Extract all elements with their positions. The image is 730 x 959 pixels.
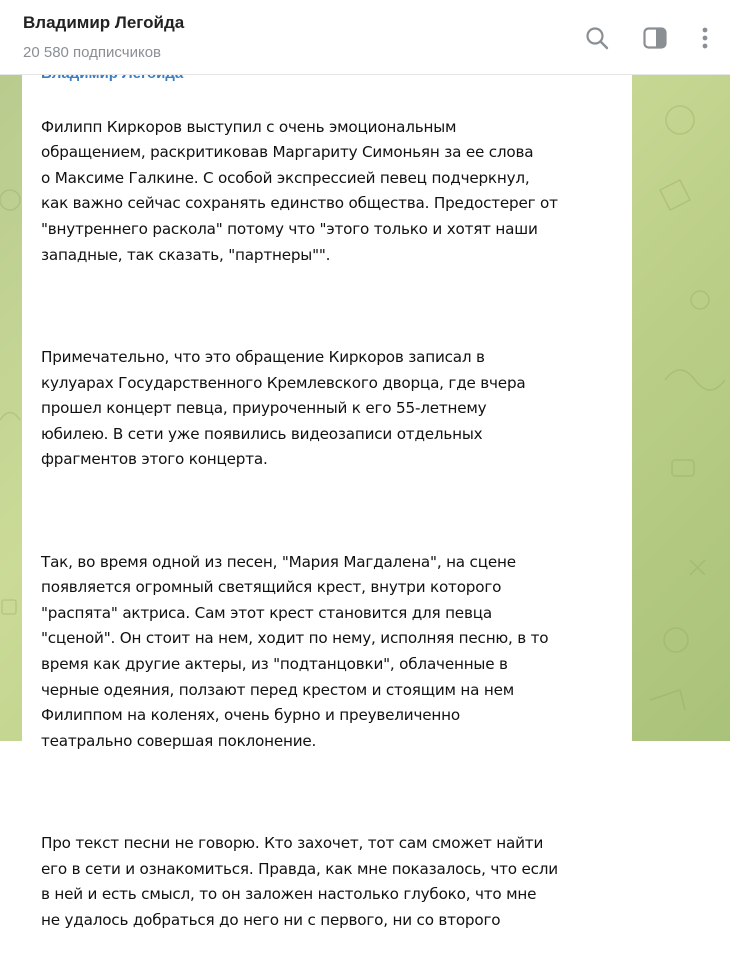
search-icon — [584, 25, 610, 51]
message-paragraph: Филипп Киркоров выступил с очень эмоциональным обращением, раскритиковав Маргариту Симоньян за ее слова о Максиме Галкине. С особой экспрессией певец подчеркнул, как важно сейчас сохранять единство общества. Предостерег от "внутреннего раскола" потому что "этого только и хотят наши западные, так сказать, "партнеры"". — [41, 117, 558, 264]
paragraph-spacer — [41, 780, 621, 806]
message-paragraph: Так, во время одной из песен, "Мария Магдалена", на сцене появляется огромный светящийся крест, внутри которого "распята" актриса. Сам этот крест становится для певца "сценой". Он стоит на нем, ходит по нему, исполняя песню, в то время как другие актеры, из "подтанцовки", облаченные в черные одеяния, ползают перед крестом и стоящим на нем Филиппом на коленях, очень бурно и преувеличенно театрально совершая поклонение. — [41, 552, 549, 750]
search-button[interactable] — [581, 22, 613, 54]
message-paragraph: Про текст песни не говорю. Кто захочет, тот сам сможет найти его в сети и ознакомиться. Правда, как мне показалось, что если в ней и есть смысл, то он заложен настолько глубоко, что мне не удалось добраться до него ни с первого, ни со второго — [41, 834, 558, 929]
sidebar-toggle-icon — [642, 25, 668, 51]
message-bubble — [22, 52, 632, 929]
more-vertical-icon — [700, 25, 710, 51]
more-button[interactable] — [689, 22, 721, 54]
channel-title[interactable]: Владимир Легойда — [23, 13, 185, 32]
paragraph-spacer — [41, 499, 621, 525]
message-text — [41, 89, 621, 959]
subscriber-count: 20 580 подписчиков — [23, 44, 162, 61]
message-paragraph: Примечательно, что это обращение Киркоров записал в кулуарах Государственного Кремлевского дворца, где вчера прошел концерт певца, приуроченный к его 55-летнему юбилею. В сети уже появились видеозаписи отдельных фрагментов этого концерта. — [41, 347, 526, 469]
sidebar-toggle-button[interactable] — [639, 22, 671, 54]
chat-header — [0, 0, 730, 75]
paragraph-spacer — [41, 294, 621, 320]
